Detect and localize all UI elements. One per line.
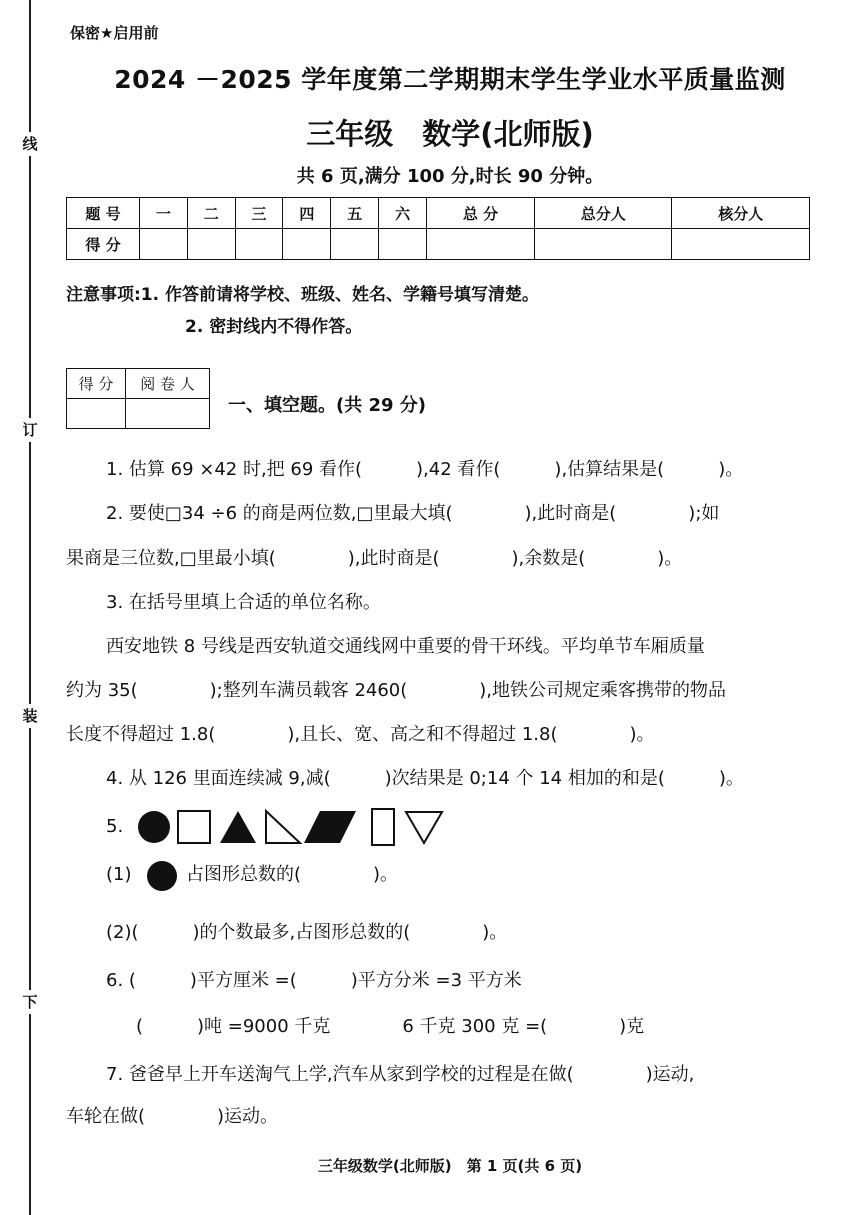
question-3-text-1: 西安地铁 8 号线是西安轨道交通线网中重要的骨干环线。平均单节车厢质量 [106,636,705,657]
score-header-cell: 题 号 [67,198,140,229]
score-input-cell[interactable] [535,229,672,260]
question-5-2: (2)( )的个数最多,占图形总数的( )。 [106,922,508,943]
binding-char-xian: 线 [19,132,41,156]
question-5-label: 5. [106,816,124,837]
notes-line-1: 注意事项:1. 作答前请将学校、班级、姓名、学籍号填写清楚。 [66,285,540,305]
score-row-label: 得 分 [67,229,140,260]
score-header-cell: 核分人 [672,198,810,229]
filled-circle-icon [146,860,178,892]
score-header-cell: 总分人 [535,198,672,229]
grader-score-cell[interactable] [67,399,126,429]
question-4: 4. 从 126 里面连续减 9,减( )次结果是 0;14 个 14 相加的和是( )。 [106,768,744,789]
score-table [66,197,810,260]
score-header-cell: 三 [235,198,283,229]
question-5-1-prefix: (1) [106,864,132,885]
rectangle-shape [372,809,394,845]
grader-score-label: 得 分 [67,369,126,399]
question-5-shapes [134,806,514,848]
notes-line-2: 2. 密封线内不得作答。 [185,317,363,337]
question-6-line-1: 6. ( )平方厘米 =( )平方分米 =3 平方米 [106,970,522,991]
grader-name-cell[interactable] [126,399,210,429]
question-3-text-2: 约为 35( );整列车满员载客 2460( ),地铁公司规定乘客携带的物品 [66,680,727,701]
question-6-line-2: ( )吨 =9000 千克 6 千克 300 克 =( )克 [136,1016,645,1037]
question-7-line-1: 7. 爸爸早上开车送淘气上学,汽车从家到学校的过程是在做( )运动, [106,1064,695,1085]
exam-subject: 三年级 数学(北师版) [306,117,594,151]
binding-char-zhuang: 装 [19,704,41,728]
question-3: 3. 在括号里填上合适的单位名称。 [106,592,381,613]
exam-title: 2024 －2025 学年度第二学期期末学生学业水平质量监测 [114,65,786,94]
score-input-cell[interactable] [426,229,534,260]
score-input-cell[interactable] [379,229,427,260]
square-shape [178,811,210,843]
question-1: 1. 估算 69 ×42 时,把 69 看作( ),42 看作( ),估算结果是( )。 [106,459,744,480]
filled-triangle-shape [220,811,256,843]
score-header-cell: 四 [283,198,331,229]
filled-parallelogram-shape [304,811,356,843]
question-7-line-2: 车轮在做( )运动。 [66,1106,279,1127]
binding-char-xia: 下 [19,990,41,1014]
score-header-cell: 二 [187,198,235,229]
exam-info: 共 6 页,满分 100 分,时长 90 分钟。 [296,166,604,187]
score-table-row [67,229,810,260]
question-5-1: 占图形总数的( )。 [186,864,399,885]
inverted-triangle-shape [406,812,442,843]
score-header-cell: 一 [140,198,188,229]
right-triangle-shape [266,811,300,843]
score-header-cell: 六 [379,198,427,229]
grader-name-label: 阅 卷 人 [126,369,210,399]
score-table-header-row [67,198,810,229]
score-input-cell[interactable] [331,229,379,260]
question-3-text-3: 长度不得超过 1.8( ),且长、宽、高之和不得超过 1.8( )。 [66,724,655,745]
score-input-cell[interactable] [187,229,235,260]
question-2-line-1: 2. 要使□34 ÷6 的商是两位数,□里最大填( ),此时商是( );如 [106,503,720,524]
filled-circle-shape [138,811,170,843]
binding-char-ding: 订 [19,418,41,442]
section-title: 一、填空题。(共 29 分) [228,395,427,416]
score-header-cell: 总 分 [426,198,534,229]
score-header-cell: 五 [331,198,379,229]
page-footer: 三年级数学(北师版) 第 1 页(共 6 页) [317,1157,583,1175]
question-2-line-2: 果商是三位数,□里最小填( ),此时商是( ),余数是( )。 [66,548,683,569]
score-input-cell[interactable] [235,229,283,260]
confidential-label: 保密★启用前 [70,24,159,42]
grader-box [66,368,210,429]
score-input-cell[interactable] [672,229,810,260]
binding-line [29,0,31,1215]
binding-margin [0,0,54,1215]
score-input-cell[interactable] [283,229,331,260]
score-input-cell[interactable] [140,229,188,260]
